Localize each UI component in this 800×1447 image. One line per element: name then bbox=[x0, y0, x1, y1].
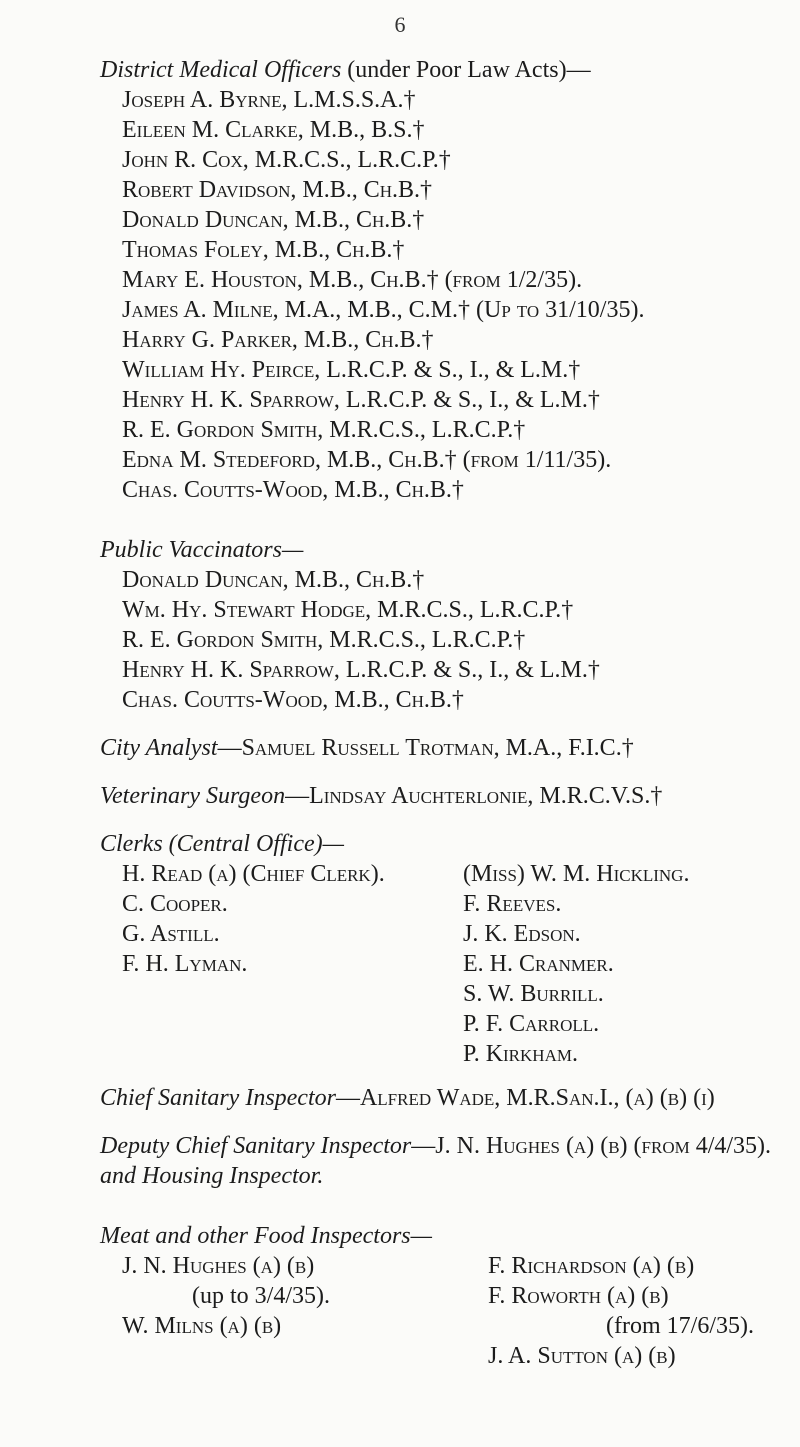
list-item: J. N. Hughes (a) (b) bbox=[122, 1253, 315, 1279]
section-heading: Clerks (Central Office)— bbox=[100, 831, 344, 857]
staff-listing bbox=[100, 55, 790, 1371]
list-item: R. E. Gordon Smith, M.R.C.S., L.R.C.P.† bbox=[122, 627, 526, 653]
heading-text: District Medical Officers bbox=[100, 57, 342, 83]
list-item: H. Read (a) (Chief Clerk). bbox=[122, 861, 385, 887]
list-item: Donald Duncan, M.B., Ch.B.† bbox=[122, 567, 425, 593]
veterinary-surgeon-label: Veterinary Surgeon bbox=[100, 783, 286, 809]
list-item: Joseph A. Byrne, L.M.S.S.A.† bbox=[122, 87, 416, 113]
section-heading bbox=[100, 55, 790, 85]
list-item: Wm. Hy. Stewart Hodge, M.R.C.S., L.R.C.P.† bbox=[122, 597, 574, 623]
list-item: Henry H. K. Sparrow, L.R.C.P. & S., I., & L.M.† bbox=[122, 657, 600, 683]
list-item: G. Astill. bbox=[122, 921, 220, 947]
list-item: Mary E. Houston, M.B., Ch.B.† (from 1/2/35). bbox=[122, 267, 583, 293]
list-item: F. H. Lyman. bbox=[122, 951, 248, 977]
deputy-chief-sanitary-inspector-block bbox=[100, 1131, 790, 1191]
list-item: S. W. Burrill. bbox=[463, 981, 604, 1007]
list-item: Chas. Coutts-Wood, M.B., Ch.B.† bbox=[122, 477, 464, 503]
veterinary-surgeon-line bbox=[100, 781, 790, 811]
clerks-left-column bbox=[100, 859, 463, 1069]
city-analyst-line bbox=[100, 733, 790, 763]
deputy-chief-line2: and Housing Inspector. bbox=[100, 1163, 324, 1189]
list-item: Eileen M. Clarke, M.B., B.S.† bbox=[122, 117, 425, 143]
chief-sanitary-inspector-line bbox=[100, 1083, 790, 1113]
page-number: 6 bbox=[394, 12, 406, 37]
list-item-note: (up to 3/4/35). bbox=[192, 1283, 330, 1309]
section-heading: Meat and other Food Inspectors— bbox=[100, 1223, 432, 1249]
public-vaccinators-section bbox=[100, 535, 790, 715]
clerks-right-column bbox=[463, 859, 790, 1069]
list-item: W. Milns (a) (b) bbox=[122, 1313, 282, 1339]
city-analyst-value: —Samuel Russell Trotman, M.A., F.I.C.† bbox=[217, 735, 634, 761]
list-item: R. E. Gordon Smith, M.R.C.S., L.R.C.P.† bbox=[122, 417, 526, 443]
list-item: P. Kirkham. bbox=[463, 1041, 578, 1067]
list-item: James A. Milne, M.A., M.B., C.M.† (Up to 31/10/35). bbox=[122, 297, 645, 323]
list-item: Chas. Coutts-Wood, M.B., Ch.B.† bbox=[122, 687, 464, 713]
list-item: P. F. Carroll. bbox=[463, 1011, 600, 1037]
list-item: F. Reeves. bbox=[463, 891, 562, 917]
district-medical-officers-section bbox=[100, 55, 790, 505]
meat-inspectors-columns bbox=[100, 1251, 790, 1371]
list-item: Thomas Foley, M.B., Ch.B.† bbox=[122, 237, 405, 263]
list-item: Robert Davidson, M.B., Ch.B.† bbox=[122, 177, 432, 203]
deputy-chief-value: —J. N. Hughes (a) (b) (from 4/4/35). bbox=[411, 1133, 772, 1159]
meat-inspectors-section bbox=[100, 1221, 790, 1371]
section-heading: Public Vaccinators— bbox=[100, 537, 304, 563]
list-item: J. K. Edson. bbox=[463, 921, 581, 947]
deputy-chief-label: Deputy Chief Sanitary Inspector bbox=[100, 1133, 412, 1159]
meat-inspectors-left-column bbox=[100, 1251, 488, 1371]
list-item: (Miss) W. M. Hickling. bbox=[463, 861, 690, 887]
chief-sanitary-inspector-label: Chief Sanitary Inspector bbox=[100, 1085, 336, 1111]
list-item: Edna M. Stedeford, M.B., Ch.B.† (from 1/11/35). bbox=[122, 447, 612, 473]
deputy-chief-line bbox=[100, 1131, 790, 1161]
veterinary-surgeon-value: —Lindsay Auchterlonie, M.R.C.V.S.† bbox=[285, 783, 663, 809]
heading-suffix: (under Poor Law Acts)— bbox=[341, 57, 591, 83]
list-item: E. H. Cranmer. bbox=[463, 951, 614, 977]
list-item-note: (from 17/6/35). bbox=[606, 1313, 754, 1339]
clerks-columns bbox=[100, 859, 790, 1069]
list-item: Harry G. Parker, M.B., Ch.B.† bbox=[122, 327, 434, 353]
city-analyst-label: City Analyst bbox=[100, 735, 218, 761]
list-item: F. Richardson (a) (b) bbox=[488, 1253, 695, 1279]
list-item: C. Cooper. bbox=[122, 891, 228, 917]
list-item: Donald Duncan, M.B., Ch.B.† bbox=[122, 207, 425, 233]
meat-inspectors-right-column bbox=[488, 1251, 790, 1371]
list-item: Henry H. K. Sparrow, L.R.C.P. & S., I., & L.M.† bbox=[122, 387, 600, 413]
list-item: J. A. Sutton (a) (b) bbox=[488, 1343, 676, 1369]
chief-sanitary-inspector-value: —Alfred Wade, M.R.San.I., (a) (b) (i) bbox=[335, 1085, 715, 1111]
list-item: William Hy. Peirce, L.R.C.P. & S., I., & L.M.† bbox=[122, 357, 581, 383]
list-item: John R. Cox, M.R.C.S., L.R.C.P.† bbox=[122, 147, 451, 173]
clerks-section bbox=[100, 829, 790, 1069]
list-item: F. Roworth (a) (b) bbox=[488, 1283, 669, 1309]
